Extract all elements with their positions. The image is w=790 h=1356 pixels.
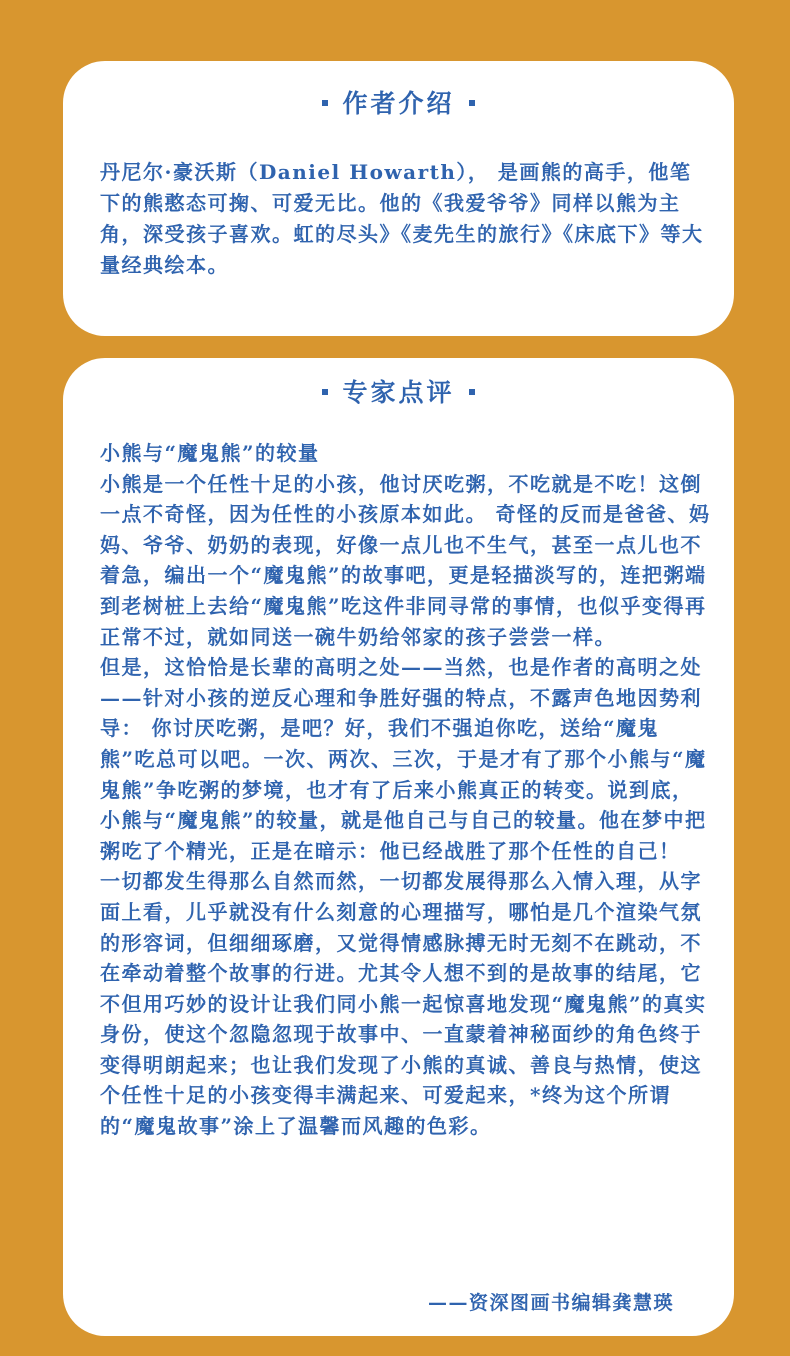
review-signature: ——资深图画书编辑龚慧瑛 — [427, 1292, 674, 1314]
review-heading: 小熊与“魔鬼熊”的较量 — [100, 441, 320, 465]
title-bullet-right — [469, 100, 475, 106]
title-bullet-left — [322, 389, 328, 395]
title-bullet-right — [469, 389, 475, 395]
expert-review-title-text: 专家点评 — [342, 378, 455, 407]
review-paragraph: 但是，这恰恰是长辈的高明之处——当然，也是作者的高明之处——针对小孩的逆反心理和争胜好强的特点，不露声色地因势利导： 你讨厌吃粥，是吧？好，我们不强迫你吃，送给“魔鬼熊”吃总可以吧。一次、两次、三次，于是才有了那个小熊与“魔鬼熊”争吃粥的梦境，也才有了后来小熊真正的转变。说到底，小熊与“魔鬼熊”的较量，就是他自己与自己的较量。他在梦中把粥吃了个精光，正是在暗示：他已经战胜了那个任性的自己！ — [100, 655, 707, 863]
author-intro-title — [63, 87, 734, 121]
author-intro-text: 丹尼尔·豪沃斯（Daniel Howarth）， 是画熊的高手，他笔下的熊憨态可掬、可爱无比。他的《我爱爷爷》同样以熊为主角，深受孩子喜欢。虹的尽头》《麦先生的旅行》《床底下》等大量经典绘本。 — [100, 160, 704, 277]
review-paragraph: 一切都发生得那么自然而然，一切都发展得那么入情入理，从字面上看，儿乎就没有什么刻意的心理描写，哪怕是几个渲染气氛的形容词，但细细琢磨，又觉得情感脉搏无时无刻不在跳动，不在牵动着整个故事的行进。尤其令人想不到的是故事的结尾，它不但用巧妙的设计让我们同小熊一起惊喜地发现“魔鬼熊”的真实身份，使这个忽隐忽现于故事中、一直蒙着神秘面纱的角色终于变得明朗起来；也让我们发现了小熊的真诚、善良与热情，使这个任性十足的小孩变得丰满起来、可爱起来，*终为这个所谓的“魔鬼故事”涂上了温馨而风趣的色彩。 — [100, 869, 707, 1139]
expert-review-title — [63, 376, 734, 410]
author-intro-card — [63, 61, 734, 336]
author-intro-title-text: 作者介绍 — [342, 89, 455, 118]
expert-review-card — [63, 358, 734, 1336]
title-bullet-left — [322, 100, 328, 106]
expert-review-body — [100, 438, 712, 1142]
review-paragraph: 小熊是一个任性十足的小孩，他讨厌吃粥，不吃就是不吃！这倒一点不奇怪，因为任性的小孩原本如此。 奇怪的反而是爸爸、妈妈、爷爷、奶奶的表现，好像一点儿也不生气，甚至一点儿也不着急，编出一个“魔鬼熊”的故事吧，更是轻描淡写的，连把粥端到老树桩上去给“魔鬼熊”吃这件非同寻常的事情，也似乎变得再正常不过，就如同送一碗牛奶给邻家的孩子尝尝一样。 — [100, 471, 711, 649]
